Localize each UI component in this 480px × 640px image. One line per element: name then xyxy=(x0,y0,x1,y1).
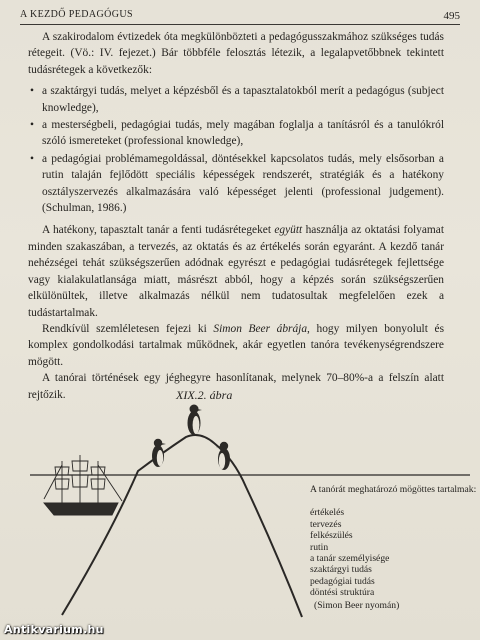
legend-item: pedagógiai tudás xyxy=(310,575,375,587)
legend-item: tervezés xyxy=(310,518,342,530)
legend-item: rutin xyxy=(310,541,329,553)
ship-icon xyxy=(44,455,122,515)
body-text xyxy=(28,29,444,403)
figure-title: XIX.2. ábra xyxy=(176,388,233,402)
page-number: 495 xyxy=(443,10,460,22)
list-item: • a szaktárgyi tudás, melyet a képzésből és a tapasztalatokból merít a pedagógus (subject knowledge), xyxy=(42,83,444,116)
intro-paragraph: A szakirodalom évtizedek óta megkülönbözteti a pedagógusszakmához szükséges tudás rétegeit. (Vö.: IV. fejezet.) Bár többféle felosztás létezik, a legalapvetőbbnek tekintett tudásrétegek a következők: xyxy=(28,31,444,76)
running-header xyxy=(20,8,460,25)
figure-credit: (Simon Beer nyomán) xyxy=(314,600,400,611)
legend-item: döntési struktúra xyxy=(310,587,375,599)
paragraph-experienced-teacher: A hatékony, tapasztalt tanár a fenti tudásrétegeket együtt használja az oktatási folyamat minden szakaszában, a tervezés, az oktatás és az értékelés során egyaránt. A kezdő tanár nehézségei tehát szükségszerűen adódnak egyrészt e pedagógiai tudásrétegek fejlettsége vagy kialakulatlansága miatt, másrészt abból, hogy a képzés során szükségszerűen elkülönültek, illetve alkalmazás nélkül nem tudatosultak megfelelően ezek a tudástartalmak. xyxy=(28,224,445,319)
paragraph-iceberg: A tanórai történések egy jéghegyre hasonlítanak, melynek 70–80%-a a felszín alatt rejtőzik. xyxy=(28,372,444,401)
legend-heading: A tanórát meghatározó mögöttes tartalmak: xyxy=(310,484,477,495)
watermark: Antikvarium.hu xyxy=(4,623,104,636)
hidden-contents-legend xyxy=(310,484,476,599)
list-item: • a mesterségbeli, pedagógiai tudás, mely magában foglalja a tanításról és a tanulókról szóló ismereteket (professional knowledge), xyxy=(42,117,444,150)
chapter-title: A KEZDŐ PEDAGÓGUS xyxy=(20,9,133,20)
emphasis: Simon Beer ábrája xyxy=(213,322,308,335)
knowledge-layers-list xyxy=(28,83,444,216)
emphasis: együtt xyxy=(274,224,303,237)
legend-item: a tanár személyisége xyxy=(310,553,390,565)
list-item: • a pedagógiai problémamegoldással, döntésekkel kapcsolatos tudás, mely elsősorban a rutin talaján fejlődött speciális képességek rendszerét, stratégiák és a hatékony osztályszervezés alkalmazására való képességet jelenti (professional judgement). (Schulman, 1986.) xyxy=(42,151,444,217)
paragraph-simon-beer: Rendkívül szemléletesen fejezi ki Simon Beer ábrája, hogy milyen bonyolult és komplex gondolkodási tartalmak működnek, akár egyetlen tanóra tevékenységrendszere mögött. xyxy=(28,322,445,368)
legend-item: felkészülés xyxy=(310,530,353,542)
legend-item: értékelés xyxy=(310,507,345,519)
legend-item: szaktárgyi tudás xyxy=(310,564,372,576)
penguin-icon xyxy=(188,405,203,436)
